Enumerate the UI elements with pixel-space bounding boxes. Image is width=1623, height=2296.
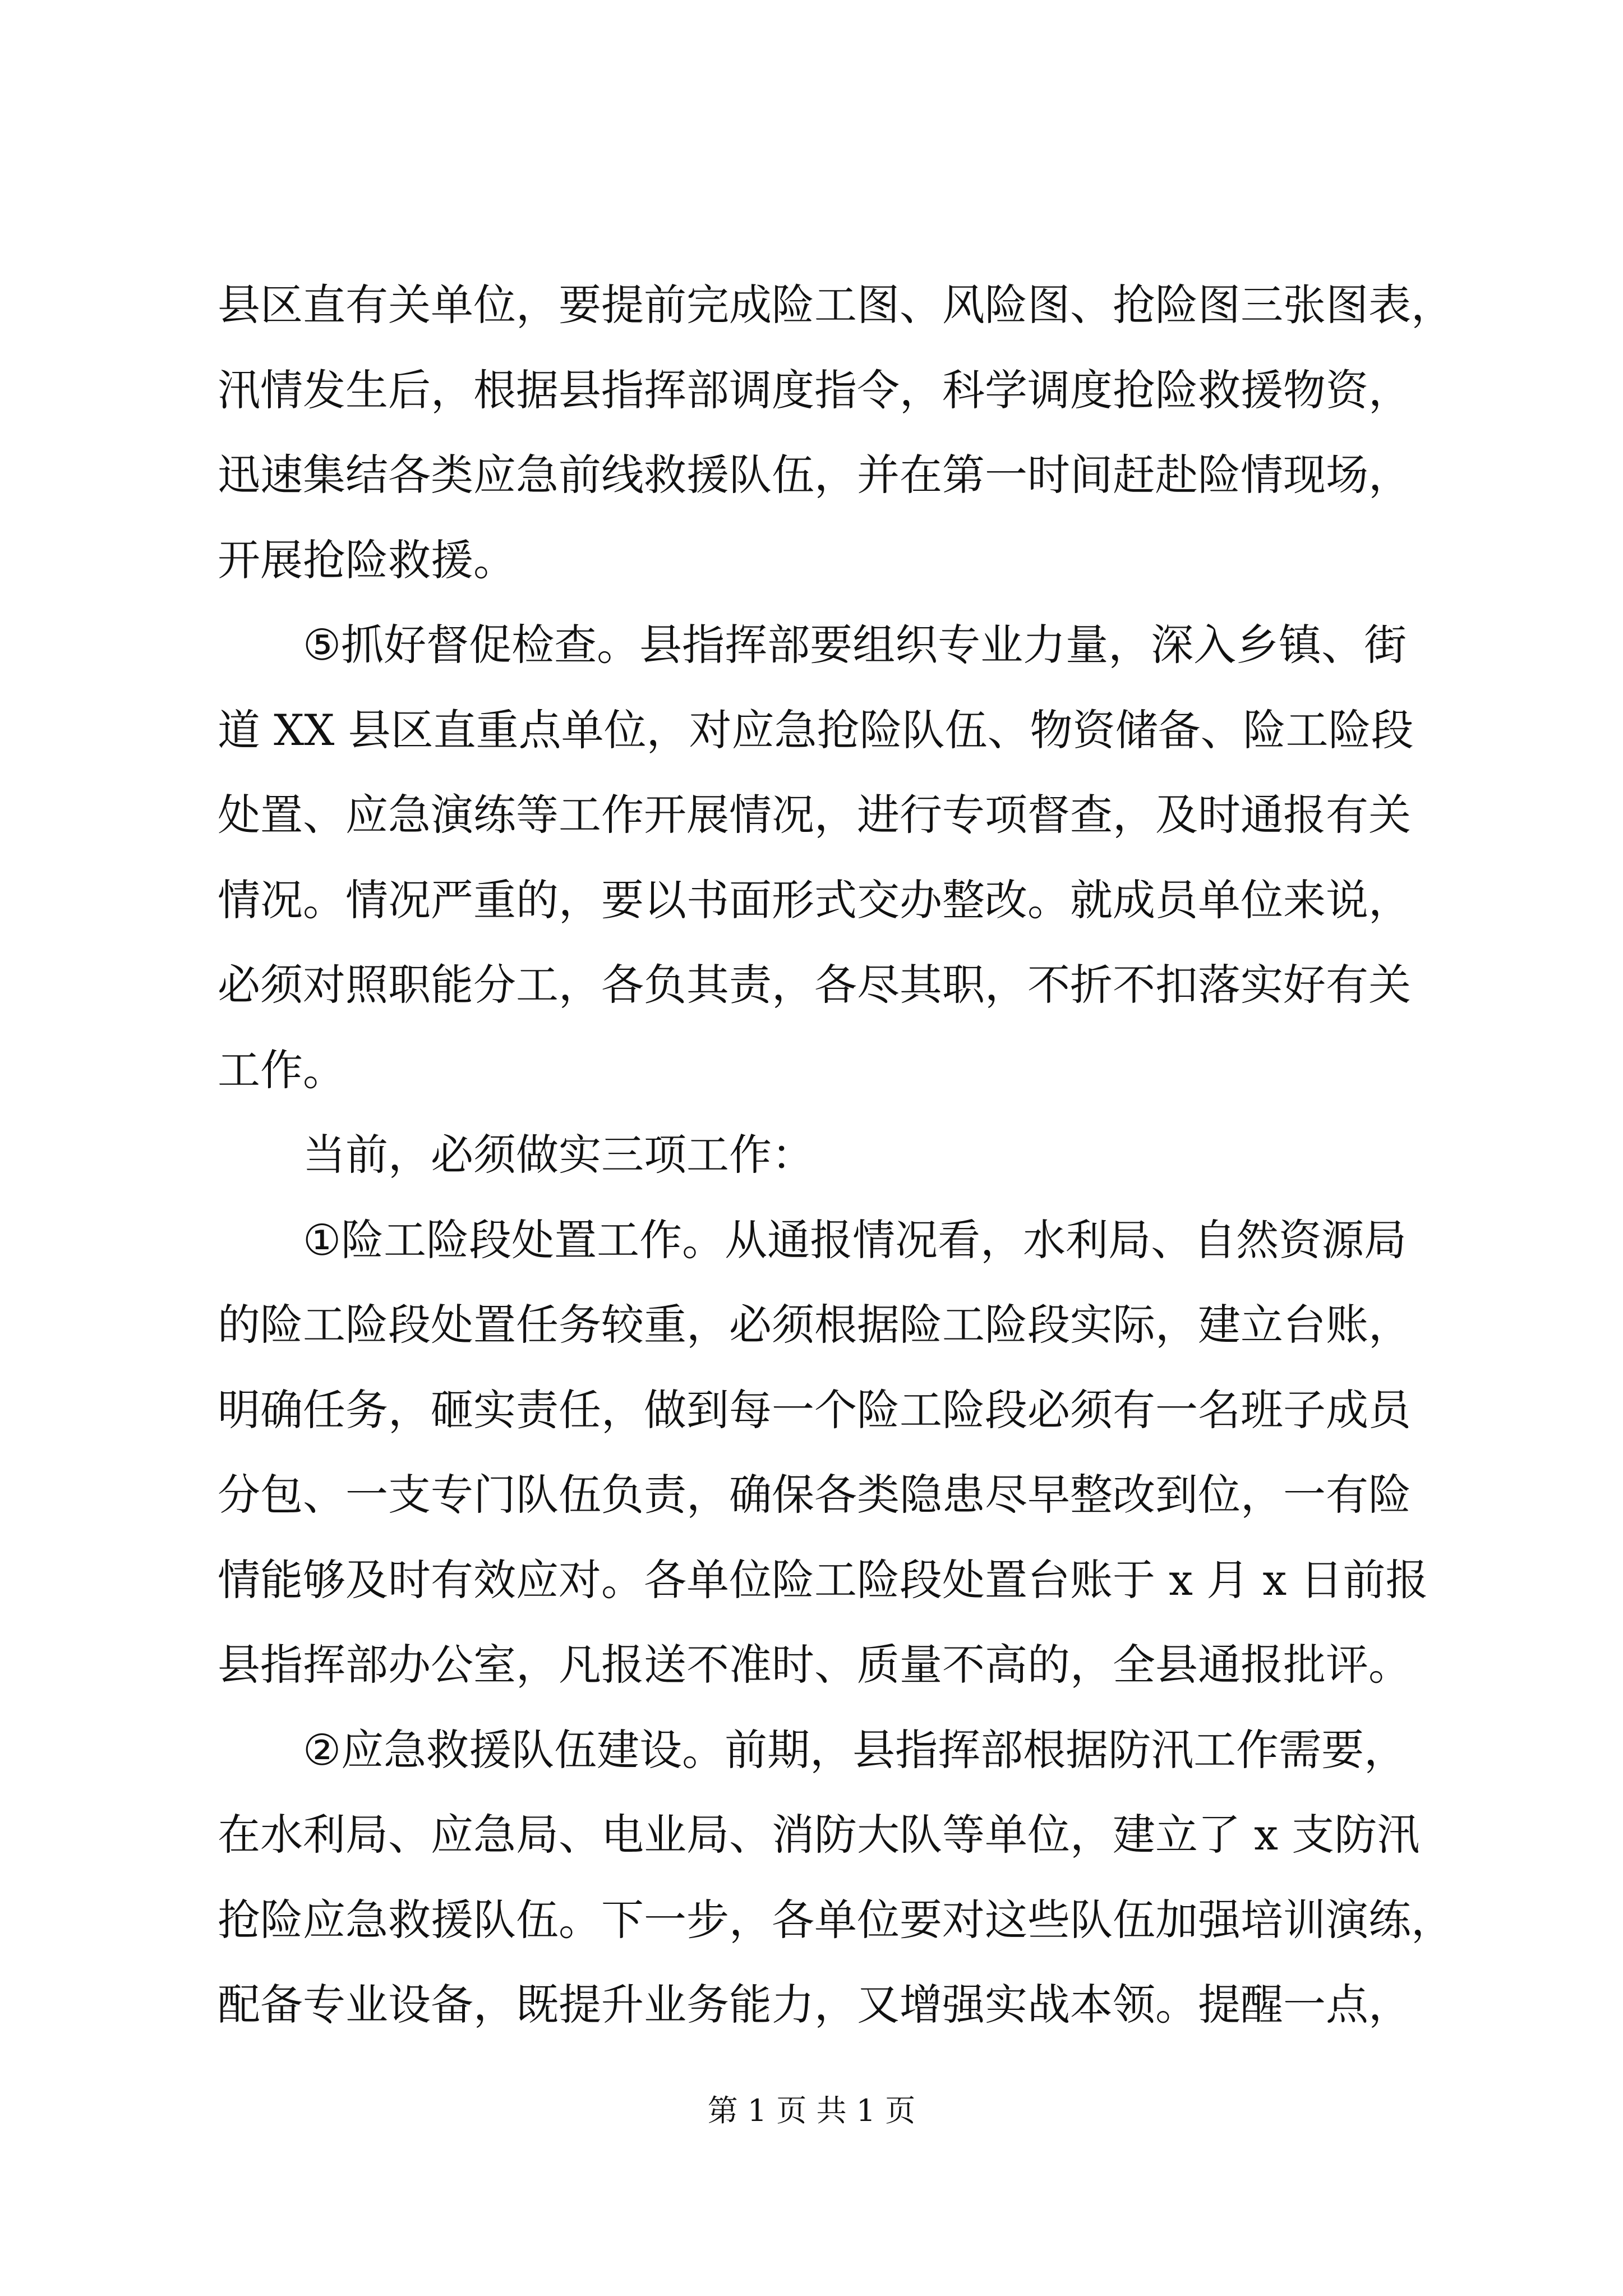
text-line: 明 确 任 务 ， 砸 实 责 任 ， 做 到 每 一 个 险 工 险 段 必 须 有 一 名 班 子 成 员: [218, 1384, 1411, 1435]
text-line: 配 备 专 业 设 备 ， 既 提 升 业 务 能 力 ， 又 增 强 实 战 本 领 。 提 醒 一 点 ，: [218, 1980, 1411, 2030]
text-line: 抢 险 应 急 救 援 队 伍 。 下 一 步 ， 各 单 位 要 对 这 些 队 伍 加 强 培 训 演 练 ，: [218, 1894, 1454, 1945]
text-line: 县 指 挥 部 办 公 室 ， 凡 报 送 不 准 时 、 质 量 不 高 的 ， 全 县 通 报 批 评 。: [218, 1640, 1411, 1690]
text-line: 迅 速 集 结 各 类 应 急 前 线 救 援 队 伍 ， 并 在 第 一 时 间 赶 赴 险 情 现 场 ，: [218, 450, 1411, 500]
text-line: 道 X X 县 区 直 重 点 单 位 ， 对 应 急 抢 险 队 伍 、 物 资 储 备 、 险 工 险 段: [218, 705, 1414, 755]
document-body: [218, 263, 1454, 2047]
text-line: 在 水 利 局 、 应 急 局 、 电 业 局 、 消 防 大 队 等 单 位 ， 建 立 了 x 支 防 汛: [218, 1810, 1420, 1860]
text-line: 县 区 直 有 关 单 位 ， 要 提 前 完 成 险 工 图 、 风 险 图 、 抢 险 图 三 张 图 表 ，: [218, 280, 1454, 330]
text-line: 当前，必须做实三项工作：: [303, 1130, 814, 1180]
text-line: 的 险 工 险 段 处 置 任 务 较 重 ， 必 须 根 据 险 工 险 段 实 际 ， 建 立 台 账 ，: [218, 1300, 1411, 1350]
text-line: 情 能 够 及 时 有 效 应 对 。 各 单 位 险 工 险 段 处 置 台 账 于 x 月 x 日 前 报: [218, 1554, 1428, 1605]
text-line: 分 包 、 一 支 专 门 队 伍 负 责 ， 确 保 各 类 隐 患 尽 早 整 改 到 位 ， 一 有 险: [218, 1470, 1411, 1520]
text-line: 工作。: [218, 1045, 345, 1095]
page-footer: 第 1 页 共 1 页: [707, 2093, 916, 2128]
text-line: ① 险 工 险 段 处 置 工 作 。 从 通 报 情 况 看 ， 水 利 局 、 自 然 资 源 局: [303, 1214, 1407, 1265]
text-line: ⑤ 抓 好 督 促 检 查 。 县 指 挥 部 要 组 织 专 业 力 量 ， 深 入 乡 镇 、 街: [303, 620, 1407, 670]
text-line: 必 须 对 照 职 能 分 工 ， 各 负 其 责 ， 各 尽 其 职 ， 不 折 不 扣 落 实 好 有 关: [218, 960, 1411, 1010]
text-line: ② 应 急 救 援 队 伍 建 设 。 前 期 ， 县 指 挥 部 根 据 防 汛 工 作 需 要 ，: [303, 1724, 1407, 1775]
text-line: 汛 情 发 生 后 ， 根 据 县 指 挥 部 调 度 指 令 ， 科 学 调 度 抢 险 救 援 物 资 ，: [218, 365, 1411, 415]
text-line: 处 置 、 应 急 演 练 等 工 作 开 展 情 况 ， 进 行 专 项 督 查 ， 及 时 通 报 有 关: [218, 790, 1411, 840]
text-line: 开展抢险救援。: [218, 535, 516, 585]
text-line: 情 况 。 情 况 严 重 的 ， 要 以 书 面 形 式 交 办 整 改 。 就 成 员 单 位 来 说 ，: [218, 875, 1411, 925]
